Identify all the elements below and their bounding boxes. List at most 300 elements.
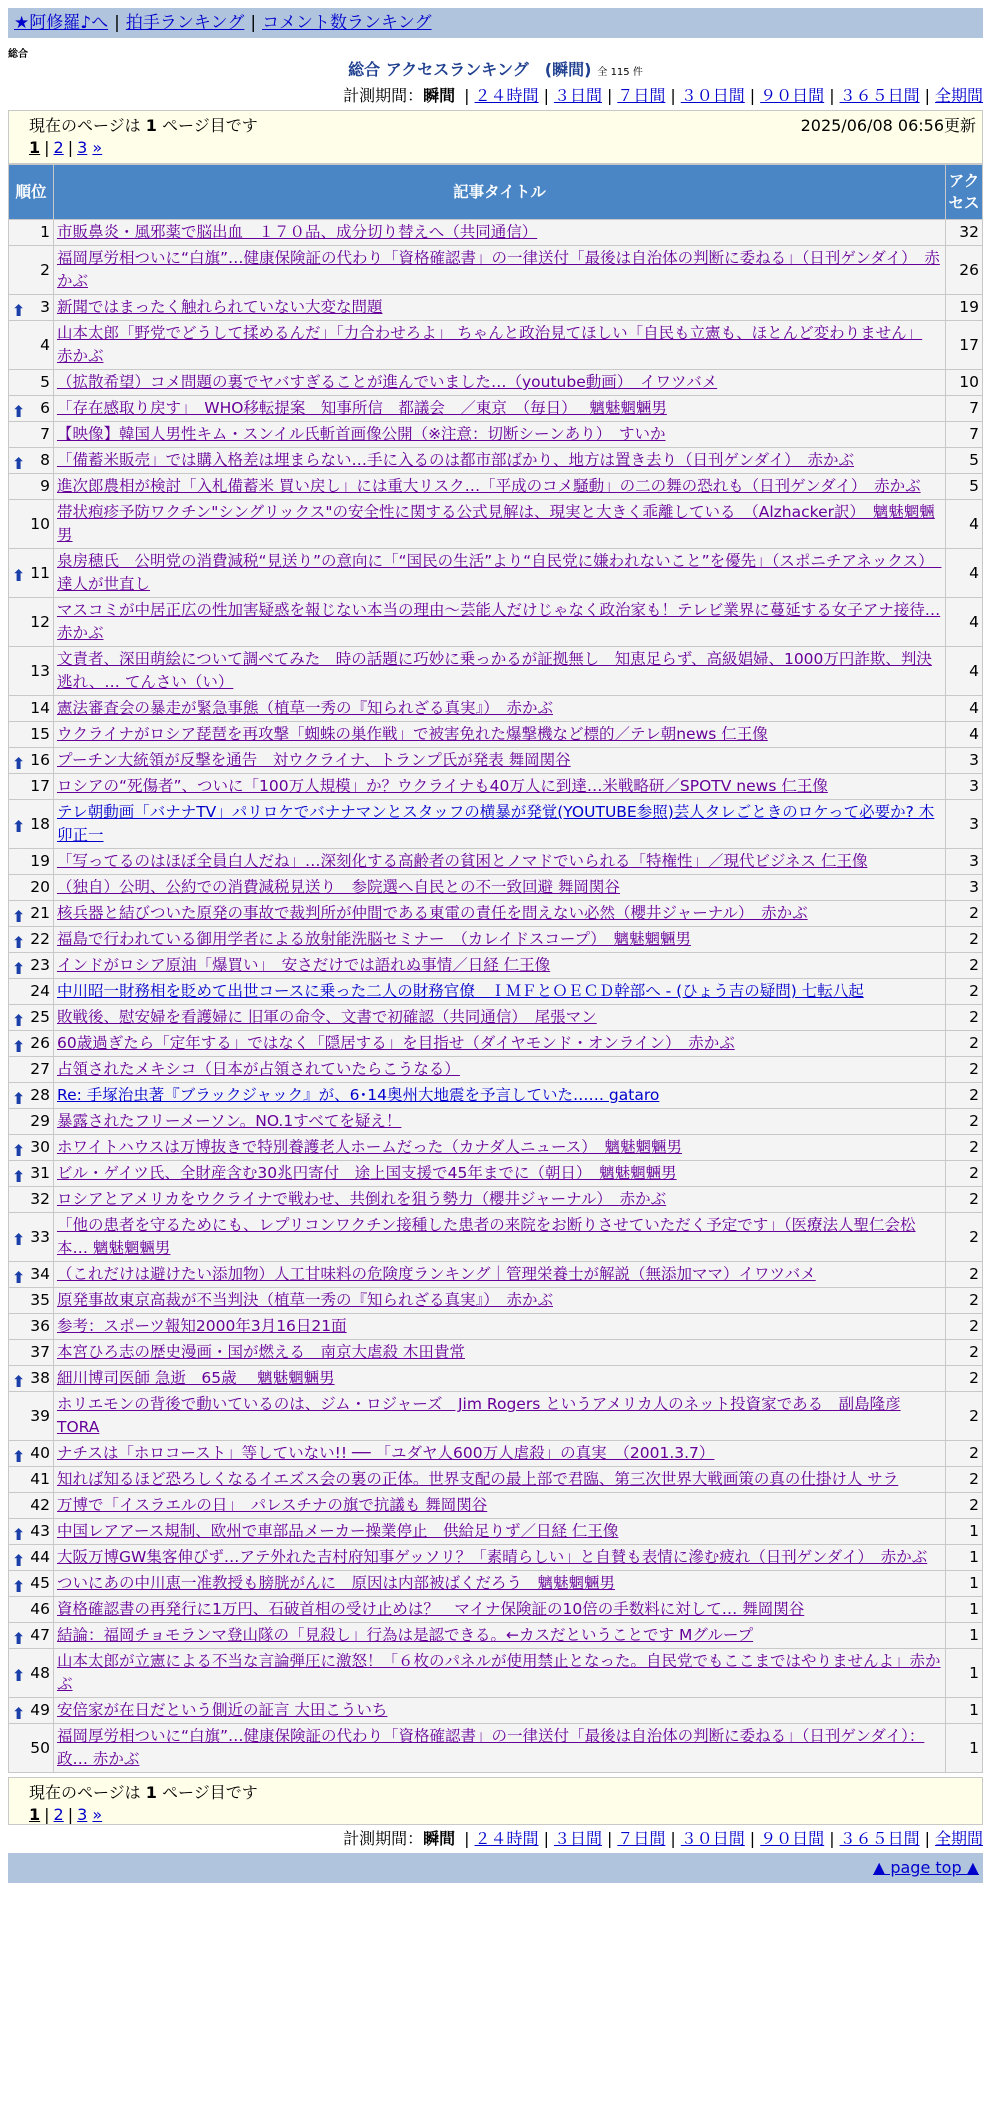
period-link-7d[interactable]: ７日間 (617, 86, 666, 105)
rank-cell (9, 1545, 54, 1571)
article-link[interactable]: ウクライナがロシア琵琶を再攻撃「蜘蛛の巣作戦」で被害免れた爆撃機など標的／テレ朝news 仁王像 (57, 725, 768, 743)
rank-number: 2 (40, 260, 50, 279)
title-cell (54, 1135, 946, 1161)
access-count: 32 (946, 220, 983, 246)
rank-cell (9, 800, 54, 849)
article-link[interactable]: （これだけは避けたい添加物）人工甘味料の危険度ランキング｜管理栄養士が解説（無添加ママ）イワツバメ (57, 1265, 816, 1283)
article-link[interactable]: ロシアとアメリカをウクライナで戦わせ、共倒れを狙う勢力（櫻井ジャーナル） 赤かぶ (57, 1190, 667, 1208)
rank-number: 24 (30, 982, 50, 1000)
rank-up-arrow-icon: ⬆ (12, 1036, 26, 1056)
rank-up-arrow-icon: ⬆ (12, 753, 26, 773)
rank-cell (9, 1031, 54, 1057)
title-cell (54, 849, 946, 875)
access-count: 4 (946, 647, 983, 696)
article-link[interactable]: プーチン大統領が反撃を通告 対ウクライナ、トランプ氏が発表 舞岡関谷 (57, 751, 571, 769)
rank-cell (9, 220, 54, 246)
article-link[interactable]: ナチスは「ホロコースト」等していない!! ── 「ユダヤ人600万人虐殺」の真実 （2001.3.7） (57, 1444, 715, 1462)
rank-number: 25 (30, 1008, 50, 1026)
rank-number: 6 (40, 399, 50, 417)
table-row (9, 800, 983, 849)
table-row (9, 901, 983, 927)
table-row (9, 1493, 983, 1519)
rank-cell (9, 1187, 54, 1213)
rank-cell (9, 1441, 54, 1467)
rank-number: 16 (30, 751, 50, 769)
period-link-all-bottom[interactable]: 全期間 (934, 1829, 983, 1848)
rank-cell (9, 1519, 54, 1545)
access-count: 2 (946, 1314, 983, 1340)
access-count: 3 (946, 875, 983, 901)
access-count: 4 (946, 598, 983, 647)
rank-cell (9, 1698, 54, 1724)
article-link[interactable]: 原発事故東京高裁が不当判決（植草一秀の『知られざる真実』） 赤かぶ (57, 1291, 554, 1309)
table-row (9, 1392, 983, 1441)
table-row (9, 1571, 983, 1597)
table-row (9, 849, 983, 875)
pager-bottom: 1 | 2 | 3 » (29, 1805, 103, 1824)
rank-number: 41 (30, 1470, 50, 1488)
rank-cell (9, 696, 54, 722)
pager-link-3[interactable]: 3 (77, 138, 88, 157)
period-label: 計測期間： (343, 86, 424, 105)
period-selector-top: 計測期間：瞬間 | ２４時間 | ３日間 | ７日間 | ３０日間 | ９０日間 | ３６５日間 | 全期間 (343, 86, 983, 105)
table-row (9, 1083, 983, 1109)
article-link[interactable]: 暴露されたフリーメーソン。NO.1すべてを疑え！ (57, 1112, 402, 1130)
table-row (9, 246, 983, 295)
access-count: 2 (946, 1161, 983, 1187)
rank-number: 50 (30, 1738, 50, 1757)
period-link-24h[interactable]: ２４時間 (474, 86, 539, 105)
rank-cell (9, 1161, 54, 1187)
title-cell (54, 1366, 946, 1392)
title-cell (54, 1698, 946, 1724)
table-row (9, 500, 983, 549)
table-row (9, 1135, 983, 1161)
period-link-3d[interactable]: ３日間 (553, 86, 602, 105)
article-link[interactable]: ホリエモンの背後で動いているのは、ジム・ロジャーズ Jim Rogers というアメリカ人のネット投資家である 副島隆彦 TORA (57, 1395, 901, 1436)
table-row (9, 295, 983, 321)
article-link[interactable]: 中国レアアース規制、欧州で車部品メーカー操業停止 供給足りず／日経 仁王像 (57, 1522, 619, 1540)
article-link[interactable]: 福岡厚労相ついに“白旗”…健康保険証の代わり「資格確認書」の一律送付「最後は自治体の判断に委ねる」（日刊ゲンダイ）：政… 赤かぶ (57, 1727, 925, 1768)
article-link[interactable]: 大阪万博GW集客伸びず…アテ外れた吉村府知事ゲッソリ？「素晴らしい」と自賛も表情に滲む疲れ（日刊ゲンダイ） 赤かぶ (57, 1548, 928, 1566)
rank-cell (9, 1649, 54, 1698)
title-cell (54, 1340, 946, 1366)
rank-number: 36 (30, 1317, 50, 1335)
rank-up-arrow-icon: ⬆ (12, 1371, 26, 1391)
rank-cell (9, 901, 54, 927)
article-link[interactable]: 山本太郎「野党でどうして揉めるんだ」「力合わせろよ」 ちゃんと政治見てほしい「自民も立憲も、ほとんど変わりません」 赤かぶ (57, 324, 923, 365)
updated-timestamp: 2025/06/08 06:56更新 (800, 116, 976, 135)
article-link[interactable]: 安倍家が在日だという側近の証言 大田こういち (57, 1701, 388, 1719)
article-link[interactable]: 核兵器と結びついた原発の事故で裁判所が仲間である東電の責任を問えない必然（櫻井ジャーナル） 赤かぶ (57, 904, 808, 922)
title-cell (54, 1109, 946, 1135)
pager-current: 1 (29, 138, 41, 157)
rank-number: 37 (30, 1343, 50, 1361)
rank-number: 13 (30, 661, 50, 680)
table-row (9, 598, 983, 647)
access-count: 2 (946, 1005, 983, 1031)
rank-up-arrow-icon: ⬆ (12, 1010, 26, 1030)
access-count: 1 (946, 1649, 983, 1698)
rank-number: 23 (30, 956, 50, 974)
period-link-365d-bottom[interactable]: ３６５日間 (839, 1829, 920, 1848)
access-count: 1 (946, 1623, 983, 1649)
rank-number: 40 (30, 1444, 50, 1462)
rank-up-arrow-icon: ⬆ (12, 1576, 26, 1596)
rank-up-arrow-icon: ⬆ (12, 1628, 26, 1648)
rank-cell (9, 927, 54, 953)
rank-cell (9, 474, 54, 500)
table-row (9, 927, 983, 953)
pager-next[interactable]: » (92, 138, 103, 157)
period-current: 瞬間 (423, 86, 456, 105)
table-row (9, 1649, 983, 1698)
title-cell (54, 448, 946, 474)
rank-cell (9, 448, 54, 474)
title-cell (54, 295, 946, 321)
article-link[interactable]: 泉房穂氏 公明党の消費減税“見送り”の意向に「“国民の生活”より“自民党に嫌われないこと”を優先」（スポニチアネックス） 達人が世直し (57, 552, 942, 593)
title-cell (54, 1161, 946, 1187)
article-link[interactable]: 帯状疱疹予防ワクチン"シングリックス"の安全性に関する公式見解は、現実と大きく乖離している （Alzhacker訳） 魑魅魍魎男 (57, 503, 935, 544)
rank-cell (9, 321, 54, 370)
title-cell (54, 927, 946, 953)
rank-number: 10 (30, 514, 50, 533)
title-cell (54, 1213, 946, 1262)
article-link[interactable]: 知れば知るほど恐ろしくなるイエズス会の裏の正体。世界支配の最上部で君臨、第三次世界大戦画策の真の仕掛け人 サラ (57, 1470, 899, 1488)
access-count: 1 (946, 1724, 983, 1773)
rank-number: 3 (40, 298, 50, 316)
rank-cell (9, 849, 54, 875)
rank-cell (9, 748, 54, 774)
article-link[interactable]: ついにあの中川恵一准教授も膀胱がんに 原因は内部被ばくだろう 魑魅魍魎男 (57, 1574, 616, 1592)
rank-number: 4 (40, 335, 50, 354)
rank-cell (9, 1571, 54, 1597)
article-link[interactable]: 「存在感取り戻す」 WHO移転提案 知事所信 都議会 ／東京 （毎日） 魑魅魍魎男 (57, 399, 667, 417)
header-rank: 順位 (9, 165, 54, 220)
period-link-24h-bottom[interactable]: ２４時間 (474, 1829, 539, 1848)
rank-number: 33 (30, 1227, 50, 1246)
article-link[interactable]: 参考：スポーツ報知2000年3月16日21面 (57, 1317, 347, 1335)
page-top-bar (8, 1853, 983, 1883)
title-cell (54, 1545, 946, 1571)
period-selector-bottom: 計測期間：瞬間 | ２４時間 | ３日間 | ７日間 | ３０日間 | ９０日間 | ３６５日間 | 全期間 (343, 1829, 983, 1848)
period-link-90d[interactable]: ９０日間 (760, 86, 825, 105)
rank-cell (9, 1724, 54, 1773)
access-count: 2 (946, 1493, 983, 1519)
rank-number: 21 (30, 904, 50, 922)
period-link-30d[interactable]: ３０日間 (680, 86, 745, 105)
article-link[interactable]: 福島で行われている御用学者による放射能洗脳セミナー （カレイドスコープ） 魑魅魍魎男 (57, 930, 691, 948)
rank-up-arrow-icon: ⬆ (12, 958, 26, 978)
rank-up-arrow-icon: ⬆ (12, 1524, 26, 1544)
rank-up-arrow-icon: ⬆ (12, 566, 26, 585)
top-nav-bar: ★阿修羅♪へ | 拍手ランキング | コメント数ランキング (8, 8, 983, 38)
page-info-top (8, 110, 983, 164)
nav-link-comment-ranking[interactable]: コメント数ランキング (262, 13, 432, 33)
table-row (9, 220, 983, 246)
article-link[interactable]: 市販鼻炎・風邪薬で脳出血 １７０品、成分切り替えへ（共同通信） (57, 223, 538, 241)
table-row (9, 1057, 983, 1083)
rank-cell (9, 1623, 54, 1649)
article-link[interactable]: 山本太郎が立憲による不当な言論弾圧に激怒！「６枚のパネルが使用禁止となった。自民党でもここまではやりませんよ」赤かぶ (57, 1652, 941, 1693)
article-link[interactable]: （拡散希望）コメ問題の裏でヤバすぎることが進んでいました…（youtube動画） イワツバメ (57, 373, 718, 391)
table-row (9, 875, 983, 901)
period-link-30d-bottom[interactable]: ３０日間 (680, 1829, 745, 1848)
table-row (9, 647, 983, 696)
rank-cell (9, 722, 54, 748)
pager-link-2[interactable]: 2 (53, 138, 64, 157)
period-link-365d[interactable]: ３６５日間 (839, 86, 920, 105)
title-cell (54, 396, 946, 422)
rank-cell (9, 875, 54, 901)
table-row (9, 474, 983, 500)
article-link[interactable]: 【映像】韓国人男性キム・スンイル氏斬首画像公開（※注意：切断シーンあり） すいか (57, 425, 666, 443)
title-cell (54, 1519, 946, 1545)
rank-number: 18 (30, 814, 50, 833)
access-count: 26 (946, 246, 983, 295)
access-count: 7 (946, 422, 983, 448)
article-link[interactable]: インドがロシア原油「爆買い」 安さだけでは語れぬ事情／日経 仁王像 (57, 956, 551, 974)
rank-number: 49 (30, 1701, 50, 1719)
rank-number: 22 (30, 930, 50, 948)
article-link[interactable]: 60歳過ぎたら「定年する」ではなく「隠居する」を目指せ（ダイヤモンド・オンライン） 赤かぶ (57, 1034, 735, 1052)
rank-cell (9, 1314, 54, 1340)
rank-number: 30 (30, 1138, 50, 1156)
table-row (9, 1467, 983, 1493)
pager-next-bottom[interactable]: » (92, 1805, 103, 1824)
title-cell (54, 696, 946, 722)
period-link-90d-bottom[interactable]: ９０日間 (760, 1829, 825, 1848)
rank-up-arrow-icon: ⬆ (12, 1230, 26, 1249)
title-cell (54, 370, 946, 396)
article-link[interactable]: 文責者、深田萌絵について調べてみた 時の話題に巧妙に乗っかるが証拠無し 知恵足らず、高級娼婦、1000万円詐欺、判決逃れ、… てんさい（い） (57, 650, 932, 691)
title-cell (54, 321, 946, 370)
title-cell (54, 549, 946, 598)
title-cell (54, 1597, 946, 1623)
title-cell (54, 1392, 946, 1441)
article-link[interactable]: 細川博司医師 急逝 65歳 魑魅魍魎男 (57, 1369, 335, 1387)
rank-cell (9, 1392, 54, 1441)
access-count: 1 (946, 1597, 983, 1623)
rank-cell (9, 1340, 54, 1366)
article-link[interactable]: 「他の患者を守るためにも、レプリコンワクチン接種した患者の来院をお断りさせていただく予定です」（医療法人聖仁会松本… 魑魅魍魎男 (57, 1216, 916, 1257)
rank-cell (9, 1083, 54, 1109)
access-count: 2 (946, 1057, 983, 1083)
access-count: 2 (946, 1366, 983, 1392)
rank-cell (9, 1493, 54, 1519)
table-row (9, 1187, 983, 1213)
rank-cell (9, 549, 54, 598)
rank-cell (9, 500, 54, 549)
table-row (9, 1545, 983, 1571)
table-row (9, 774, 983, 800)
pager-current-bottom: 1 (29, 1805, 41, 1824)
article-link[interactable]: 福岡厚労相ついに“白旗”…健康保険証の代わり「資格確認書」の一律送付「最後は自治体の判断に委ねる」（日刊ゲンダイ） 赤かぶ (57, 249, 940, 290)
table-row (9, 1031, 983, 1057)
pager-top: 1 | 2 | 3 » (29, 138, 103, 157)
article-link[interactable]: 本宮ひろ志の歴史漫画・国が燃える 南京大虐殺 木田貴常 (57, 1343, 465, 1361)
title-cell (54, 953, 946, 979)
rank-up-arrow-icon: ⬆ (12, 1446, 26, 1466)
table-row (9, 979, 983, 1005)
table-row (9, 396, 983, 422)
table-row (9, 370, 983, 396)
title-cell (54, 1493, 946, 1519)
article-link[interactable]: 敗戦後、慰安婦を看護婦に 旧軍の命令、文書で初確認（共同通信） 尾張マン (57, 1008, 597, 1026)
access-count: 1 (946, 1698, 983, 1724)
article-link[interactable]: 新聞ではまったく触れられていない大変な問題 (57, 298, 383, 316)
access-count: 2 (946, 901, 983, 927)
access-count: 10 (946, 370, 983, 396)
title-cell (54, 1724, 946, 1773)
table-row (9, 1109, 983, 1135)
header-title: 記事タイトル (54, 165, 946, 220)
article-link[interactable]: テレ朝動画「バナナTV」パリロケでバナナマンとスタッフの横暴が発覚(YOUTUBE参照)芸人タレごときのロケって必要か? 木卯正一 (57, 803, 935, 844)
access-count: 2 (946, 1109, 983, 1135)
period-link-7d-bottom[interactable]: ７日間 (617, 1829, 666, 1848)
rank-number: 26 (30, 1034, 50, 1052)
rank-cell (9, 370, 54, 396)
article-link[interactable]: 資格確認書の再発行に1万円、石破首相の受け止めは？ マイナ保険証の10倍の手数料に対して… 舞岡関谷 (57, 1600, 805, 1618)
access-count: 2 (946, 1467, 983, 1493)
nav-link-asyura[interactable]: ★阿修羅♪へ (14, 13, 109, 33)
table-row (9, 422, 983, 448)
access-count: 17 (946, 321, 983, 370)
rank-number: 17 (30, 777, 50, 795)
article-link[interactable]: ホワイトハウスは万博抜きで特別養護老人ホームだった（カナダ人ニュース） 魑魅魍魎男 (57, 1138, 682, 1156)
rank-number: 27 (30, 1060, 50, 1078)
title-cell (54, 1314, 946, 1340)
rank-number: 1 (40, 223, 50, 241)
article-link[interactable]: Re: 手塚治虫著『ブラックジャック』が、6･14奥州大地震を予言していた…… gataro (57, 1086, 660, 1104)
rank-number: 48 (30, 1663, 50, 1682)
title-cell (54, 875, 946, 901)
rank-number: 12 (30, 612, 50, 631)
title-cell (54, 748, 946, 774)
rank-up-arrow-icon: ⬆ (12, 300, 26, 320)
pager-link-2-bottom[interactable]: 2 (53, 1805, 64, 1824)
current-page-text: 現在のページは 1 ページ目です (29, 116, 258, 135)
rank-up-arrow-icon: ⬆ (12, 401, 26, 421)
rank-up-arrow-icon: ⬆ (12, 1088, 26, 1108)
page-top-link[interactable]: ▲ page top ▲ (872, 1858, 979, 1877)
title-cell (54, 647, 946, 696)
rank-cell (9, 1467, 54, 1493)
table-row (9, 1698, 983, 1724)
title-cell (54, 500, 946, 549)
article-link[interactable]: ロシアの“死傷者”、ついに「100万人規模」か？ウクライナも40万人に到達…米戦略研／SPOTV news 仁王像 (57, 777, 828, 795)
article-link[interactable]: マスコミが中居正広の性加害疑惑を報じない本当の理由〜芸能人だけじゃなく政治家も！テレビ業界に蔓延する女子アナ接待… 赤かぶ (57, 601, 941, 642)
table-row (9, 1366, 983, 1392)
title-cell (54, 598, 946, 647)
access-count: 3 (946, 849, 983, 875)
table-header-row (9, 165, 983, 220)
access-count: 2 (946, 1392, 983, 1441)
pager-link-3-bottom[interactable]: 3 (77, 1805, 88, 1824)
table-row (9, 448, 983, 474)
rank-number: 29 (30, 1112, 50, 1130)
access-count: 5 (946, 448, 983, 474)
article-link[interactable]: 「備蓄米販売」では購入格差は埋まらない…手に入るのは都市部ばかり、地方は置き去り（日刊ゲンダイ） 赤かぶ (57, 451, 855, 469)
rank-up-arrow-icon: ⬆ (12, 1140, 26, 1160)
title-cell (54, 722, 946, 748)
rank-cell (9, 1005, 54, 1031)
article-link[interactable]: （独自）公明、公約での消費減税見送り 参院選へ自民との不一致回避 舞岡関谷 (57, 878, 620, 896)
rank-number: 19 (30, 852, 50, 870)
title-cell (54, 246, 946, 295)
rank-cell (9, 295, 54, 321)
rank-number: 15 (30, 725, 50, 743)
rank-cell (9, 1366, 54, 1392)
article-link[interactable]: 進次郎農相が検討「入札備蓄米 買い戻し」には重大リスク…「平成のコメ騒動」の二の舞の恐れも（日刊ゲンダイ） 赤かぶ (57, 477, 921, 495)
rank-up-arrow-icon: ⬆ (12, 906, 26, 926)
nav-link-clap-ranking[interactable]: 拍手ランキング (125, 13, 245, 33)
access-count: 5 (946, 474, 983, 500)
rank-cell (9, 1109, 54, 1135)
access-count: 7 (946, 396, 983, 422)
access-count: 3 (946, 800, 983, 849)
access-count: 1 (946, 1519, 983, 1545)
period-link-all[interactable]: 全期間 (934, 86, 983, 105)
rank-up-arrow-icon: ⬆ (12, 1267, 26, 1287)
rank-number: 32 (30, 1190, 50, 1208)
title-cell (54, 901, 946, 927)
table-row (9, 1597, 983, 1623)
access-count: 2 (946, 1135, 983, 1161)
article-link[interactable]: 万博で「イスラエルの日」 パレスチナの旗で抗議も 舞岡関谷 (57, 1496, 488, 1514)
article-link[interactable]: 「写ってるのはほぼ全員白人だね」…深刻化する高齢者の貧困とノマドでいられる「特権性」／現代ビジネス 仁王像 (57, 852, 868, 870)
rank-number: 28 (30, 1086, 50, 1104)
rank-up-arrow-icon: ⬆ (12, 817, 26, 836)
access-count: 2 (946, 1340, 983, 1366)
access-count: 2 (946, 979, 983, 1005)
rank-number: 39 (30, 1406, 50, 1425)
rank-cell (9, 422, 54, 448)
rank-number: 47 (30, 1626, 50, 1644)
title-cell (54, 1288, 946, 1314)
item-count: 全 115 件 (597, 67, 643, 78)
rank-number: 7 (40, 425, 50, 443)
article-link[interactable]: 結論：福岡チョモランマ登山隊の「見殺し」行為は是認できる。←カスだということです Mグループ (57, 1626, 754, 1644)
article-link[interactable]: 憲法審査会の暴走が緊急事態（植草一秀の『知られざる真実』） 赤かぶ (57, 699, 554, 717)
table-row (9, 321, 983, 370)
access-count: 4 (946, 722, 983, 748)
article-link[interactable]: 占領されたメキシコ（日本が占領されていたらこうなる） (57, 1060, 460, 1078)
access-count: 2 (946, 927, 983, 953)
access-count: 2 (946, 1213, 983, 1262)
rank-up-arrow-icon: ⬆ (12, 453, 26, 473)
access-count: 1 (946, 1571, 983, 1597)
access-count: 19 (946, 295, 983, 321)
rank-number: 38 (30, 1369, 50, 1387)
access-count: 4 (946, 500, 983, 549)
rank-cell (9, 1135, 54, 1161)
rank-number: 9 (40, 477, 50, 495)
access-count: 2 (946, 1262, 983, 1288)
table-row (9, 1441, 983, 1467)
rank-number: 11 (30, 563, 50, 582)
access-count: 2 (946, 953, 983, 979)
period-link-3d-bottom[interactable]: ３日間 (553, 1829, 602, 1848)
rank-number: 45 (30, 1574, 50, 1592)
article-link[interactable]: ビル・ゲイツ氏、全財産含む30兆円寄付 途上国支援で45年までに（朝日） 魑魅魍魎男 (57, 1164, 677, 1182)
article-link[interactable]: 中川昭一財務相を貶めて出世コースに乗った二人の財務官僚 ＩＭＦとＯＥＣＤ幹部へ - (ひょう吉の疑問) 七転八起 (57, 982, 864, 1000)
title-cell (54, 220, 946, 246)
title-cell (54, 1031, 946, 1057)
access-count: 2 (946, 1441, 983, 1467)
title-cell (54, 1649, 946, 1698)
rank-number: 43 (30, 1522, 50, 1540)
